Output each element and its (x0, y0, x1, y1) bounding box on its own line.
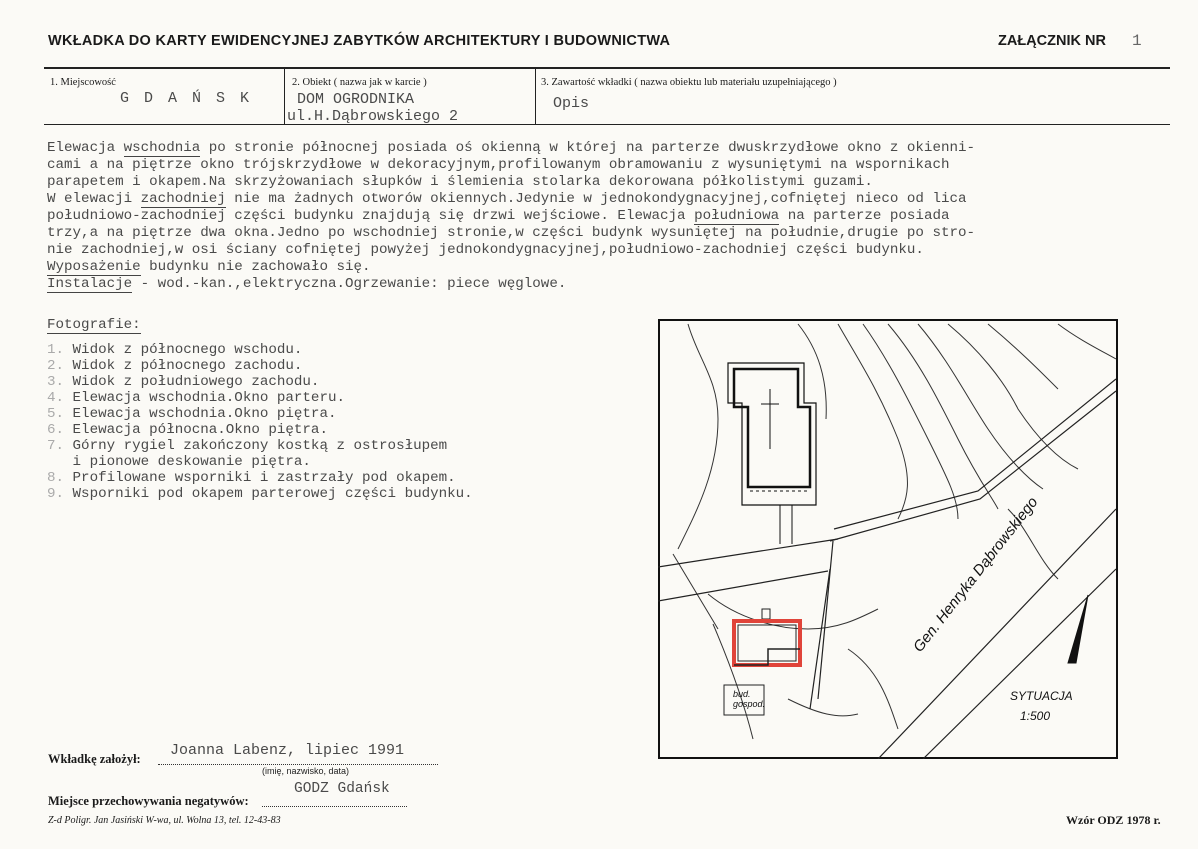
description-line (47, 276, 566, 292)
form-title: WKŁADKA DO KARTY EWIDENCYJNEJ ZABYTKÓW ARCHITEKTURY I BUDOWNICTWA (48, 33, 671, 49)
text-span: nie ma żadnych otworów okiennych.Jedynie w jednokondygnacyjnej,cofniętej nieco od lica (225, 191, 967, 207)
zalozyl-label: Wkładkę założył: (48, 752, 141, 766)
contour-lines (673, 324, 1116, 739)
scale-label: 1:500 (1020, 709, 1051, 723)
text-span: W elewacji (47, 191, 141, 207)
text-span: południowo-zachodniej części budynku znajdują się drzwi wejściowe. Elewacja (47, 208, 695, 224)
photo-item (47, 422, 328, 438)
zawartosc-value: Opis (553, 95, 590, 112)
description-line (47, 140, 975, 156)
header-rule-top (44, 67, 1170, 69)
item-text: Widok z północnego zachodu. (64, 358, 303, 374)
photo-list-heading (47, 317, 141, 333)
item-number: 1. (47, 342, 65, 358)
description-line (47, 208, 949, 224)
photo-item (47, 454, 311, 470)
item-text: Profilowane wsporniki i zastrzały pod okapem. (64, 470, 456, 486)
item-number: 8. (47, 470, 65, 486)
description-line: trzy,a na piętrze dwa okna.Jedno po wschodniej stronie,w części budynk wysuniętej na południe,drugie po stro- (47, 225, 976, 241)
north-arrow-icon (1068, 595, 1088, 663)
site-plan-map (658, 319, 1118, 759)
form-version: Wzór ODZ 1978 r. (1066, 813, 1161, 827)
miejscowosc-value: G D A Ń S K (120, 90, 253, 107)
underlined-term: Wyposażenie (47, 259, 141, 275)
item-text: Elewacja wschodnia.Okno piętra. (64, 406, 337, 422)
item-text: Widok z południowego zachodu. (64, 374, 320, 390)
heading-text: Fotografie: (47, 317, 141, 333)
description-line: cami a na piętrze okno trójskrzydłowe w dekoracyjnym,profilowanym obramowaniu z wysuniętymi na wspornikach (47, 157, 950, 173)
cell-divider-2 (535, 69, 536, 125)
obiekt-value-line2: ul.H.Dąbrowskiego 2 (287, 108, 459, 125)
cell-divider-1 (284, 69, 285, 125)
zalozyl-value: Joanna Labenz, lipiec 1991 (170, 742, 405, 759)
item-number: 5. (47, 406, 65, 422)
situation-label: SYTUACJA (1010, 689, 1073, 703)
item-text: Wsporniki pod okapem parterowej części budynku. (64, 486, 473, 502)
photo-item (47, 390, 345, 406)
photo-item (47, 470, 456, 486)
text-span: Elewacja (47, 140, 124, 156)
street-label: Gen. Henryka Dąbrowskiego (910, 493, 1042, 656)
highlighted-building (734, 609, 800, 665)
underlined-term: wschodnia (123, 140, 201, 156)
photo-item (47, 342, 302, 358)
item-number: 9. (47, 486, 65, 502)
header-rule-bottom (44, 124, 1170, 125)
photo-item (47, 358, 302, 374)
outbuilding-label (733, 689, 765, 709)
underlined-term: zachodniej (140, 191, 226, 207)
printer-imprint: Z-d Poligr. Jan Jasiński W-wa, ul. Wolna 13, tel. 12-43-83 (48, 815, 281, 826)
photo-item (47, 438, 447, 454)
description-line: nie zachodniej,w osi ściany cofniętej powyżej jednokondygnacyjnej,południowo-zachodniej części budynku. (47, 242, 924, 258)
item-number: 6. (47, 422, 65, 438)
zalacznik-number: 1 (1132, 32, 1142, 50)
main-building (728, 363, 816, 544)
underlined-term: Instalacje (47, 276, 133, 292)
photo-item (47, 486, 473, 502)
item-number: 7. (47, 438, 65, 454)
negatywy-label: Miejsce przechowywania negatywów: (48, 794, 249, 808)
item-text: Elewacja wschodnia.Okno parteru. (64, 390, 345, 406)
outbuilding-label-line1: bud. (733, 689, 751, 699)
obiekt-value-line1: DOM OGRODNIKA (297, 91, 415, 108)
item-text: i pionowe deskowanie piętra. (47, 454, 311, 470)
item-number: 2. (47, 358, 65, 374)
photo-item (47, 406, 336, 422)
miejscowosc-label: 1. Miejscowość (50, 77, 116, 88)
description-line (47, 259, 371, 275)
text-span: na parterze posiada (779, 208, 950, 224)
outbuilding-label-line2: gospod. (733, 699, 766, 709)
item-number: 4. (47, 390, 65, 406)
text-span: budynku nie zachowało się. (140, 259, 371, 275)
description-line (47, 191, 967, 207)
item-number: 3. (47, 374, 65, 390)
zalacznik-label: ZAŁĄCZNIK NR (998, 33, 1106, 49)
text-span: po stronie północnej posiada oś okienną w której na parterze dwuskrzydłowe okno z okienni- (200, 140, 976, 156)
item-text: Elewacja północna.Okno piętra. (64, 422, 328, 438)
text-span: - wod.-kan.,elektryczna.Ogrzewanie: piece węglowe. (132, 276, 567, 292)
negatywy-value: GODZ Gdańsk (294, 781, 390, 797)
description-line: parapetem i okapem.Na skrzyżowaniach słupków i ślemienia stolarka dekorowana półkolistymi guzami. (47, 174, 873, 190)
item-text: Widok z północnego wschodu. (64, 342, 303, 358)
photo-item (47, 374, 319, 390)
obiekt-label: 2. Obiekt ( nazwa jak w karcie ) (292, 77, 427, 88)
item-text: Górny rygiel zakończony kostką z ostrosłupem (64, 438, 448, 454)
underlined-term: południowa (694, 208, 780, 224)
zawartosc-label: 3. Zawartość wkładki ( nazwa obiektu lub materiału uzupełniającego ) (541, 77, 837, 88)
zalozyl-hint: (imię, nazwisko, data) (262, 766, 350, 776)
